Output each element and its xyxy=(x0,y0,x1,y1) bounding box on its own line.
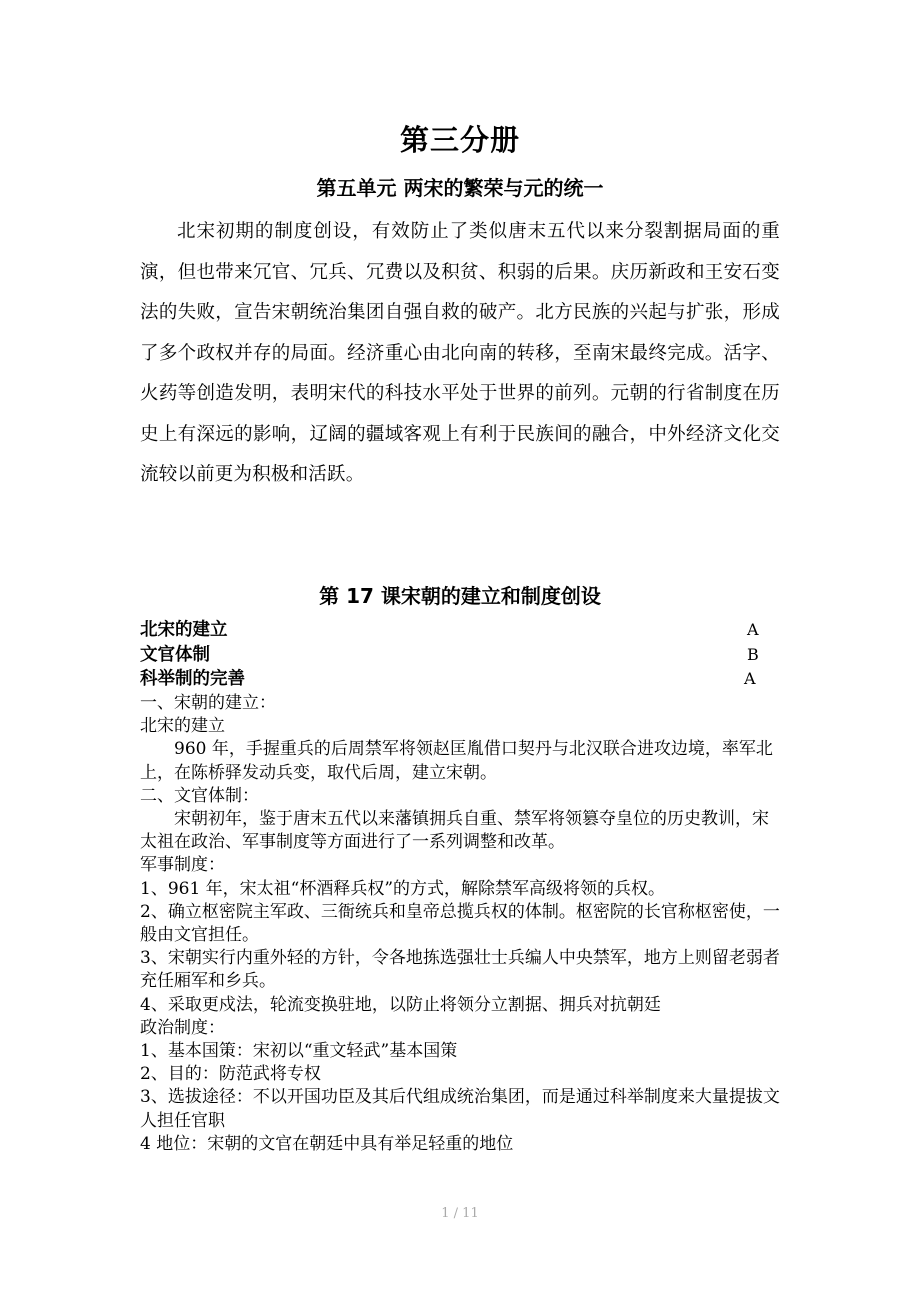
subsection-heading: 政治制度： xyxy=(140,1017,225,1038)
topic-name: 文官体制 xyxy=(140,644,210,665)
section-heading: 一、宋朝的建立： xyxy=(140,693,276,713)
list-item: 2、目的：防范武将专权 xyxy=(140,1064,321,1085)
topic-grade: A xyxy=(744,669,756,688)
list-item: 3、选拔途径：不以开国功臣及其后代组成统治集团，而是通过科举制度来大量提拔文人担任官职 xyxy=(140,1087,780,1131)
topic-name: 北宋的建立 xyxy=(140,620,228,640)
topic-name: 科举制的完善 xyxy=(140,669,245,689)
lesson-body xyxy=(140,692,780,1156)
body-paragraph: 宋朝初年，鉴于唐末五代以来藩镇拥兵自重、禁军将领篡夺皇位的历史教训，宋太祖在政治、军事制度等方面进行了一系列调整和改革。 xyxy=(140,809,769,853)
list-item: 3、宋朝实行内重外轻的方针，令各地拣选强壮士兵编人中央禁军，地方上则留老弱者充任厢军和乡兵。 xyxy=(140,948,780,992)
topic-row xyxy=(140,643,780,668)
topic-grade-list xyxy=(140,618,780,692)
list-item: 4 地位：宋朝的文官在朝廷中具有举足轻重的地位 xyxy=(140,1133,514,1154)
topic-row xyxy=(140,618,780,643)
lesson-title: 第 17 课宋朝的建立和制度创设 xyxy=(319,584,601,608)
list-item: 4、采取更戍法，轮流变换驻地，以防止将领分立割据、拥兵对抗朝廷 xyxy=(140,994,661,1015)
unit-intro-paragraph: 北宋初期的制度创设，有效防止了类似唐末五代以来分裂割据局面的重演，但也带来冗官、冗兵、冗费以及积贫、积弱的后果。庆历新政和王安石变法的失败，宣告宋朝统治集团自强自救的破产。北方民族的兴起与扩张，形成了多个政权并存的局面。经济重心由北向南的转移，至南宋最终完成。活字、火药等创造发明，表明宋代的科技水平处于世界的前列。元朝的行省制度在历史上有深远的影响，辽阔的疆域客观上有利于民族间的融合，中外经济文化交流较以前更为积极和活跃。 xyxy=(140,221,780,485)
unit-title: 第五单元 两宋的繁荣与元的统一 xyxy=(316,176,604,200)
body-paragraph: 960 年，手握重兵的后周禁军将领赵匡胤借口契丹与北汉联合进攻边境，率军北上，在陈桥驿发动兵变，取代后周，建立宋朝。 xyxy=(140,739,773,783)
book-title: 第三分册 xyxy=(399,123,520,157)
page-number: 1 / 11 xyxy=(441,1206,479,1221)
section-heading: 二、文官体制： xyxy=(140,785,259,806)
subsection-heading: 北宋的建立 xyxy=(140,716,225,737)
list-item: 1、961 年，宋太祖“杯酒释兵权”的方式，解除禁军高级将领的兵权。 xyxy=(140,878,666,899)
topic-grade: B xyxy=(747,644,759,664)
topic-grade: A xyxy=(747,620,759,639)
list-item: 1、基本国策：宋初以“重文轻武”基本国策 xyxy=(140,1041,458,1062)
topic-row xyxy=(140,667,780,692)
subsection-heading: 军事制度： xyxy=(140,855,225,876)
list-item: 2、确立枢密院主军政、三衙统兵和皇帝总揽兵权的体制。枢密院的长官称枢密使，一般由文官担任。 xyxy=(140,901,780,946)
